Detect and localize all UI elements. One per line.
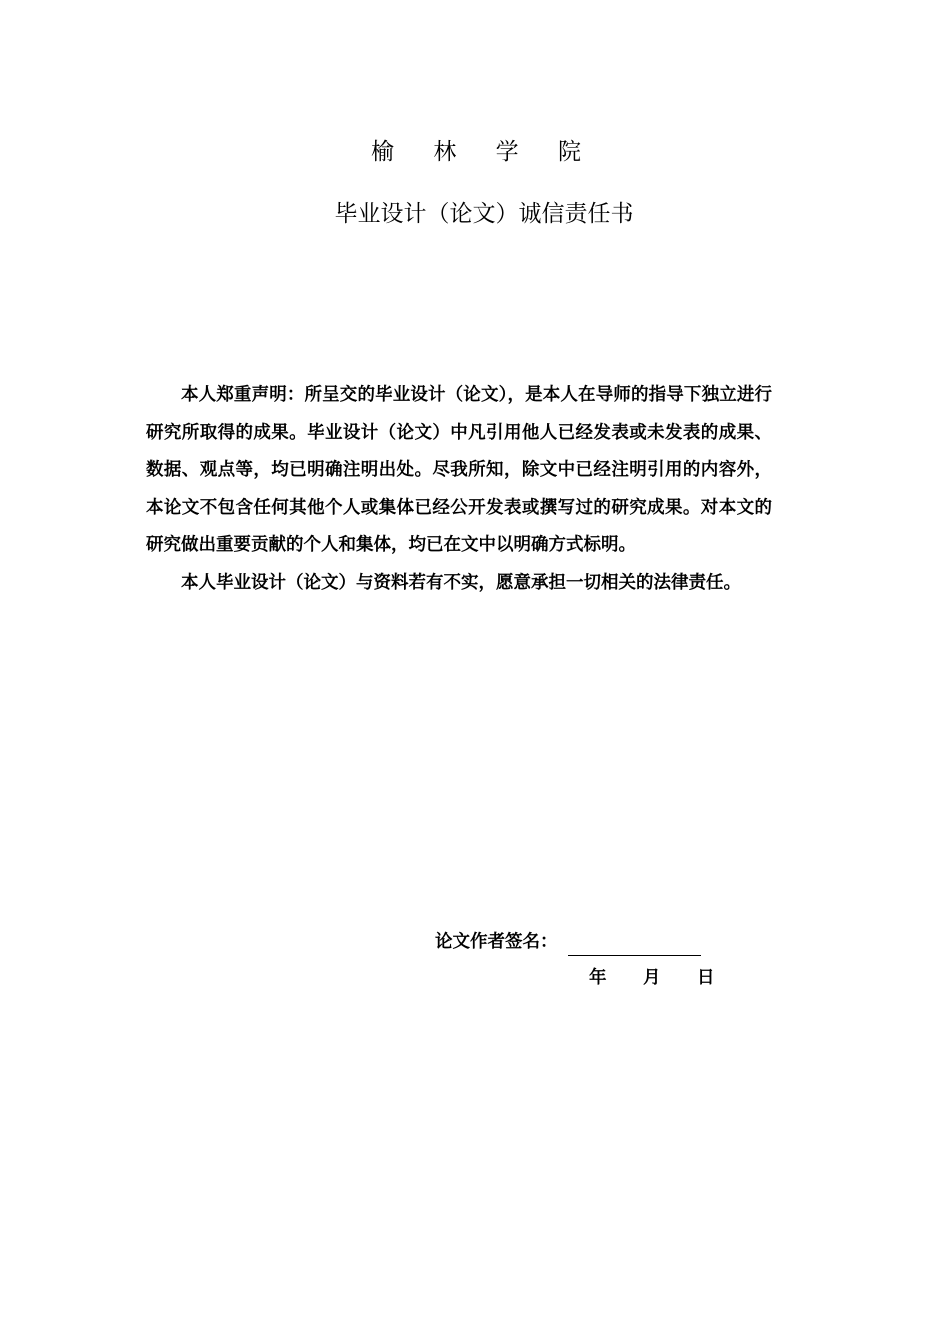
date-row <box>589 964 715 992</box>
signature-row <box>435 928 701 956</box>
declaration-body <box>146 377 772 602</box>
date-day-label: 日 <box>697 968 715 988</box>
date-month-label: 月 <box>643 968 661 988</box>
document-title: 毕业设计（论文）诚信责任书 <box>334 201 634 227</box>
school-name: 榆 林 学 院 <box>371 139 597 165</box>
signature-line <box>568 935 701 956</box>
signature-label: 论文作者签名： <box>435 932 558 952</box>
date-year-label: 年 <box>589 968 607 988</box>
liability-paragraph: 本人毕业设计（论文）与资料若有不实，愿意承担一切相关的法律责任。 <box>181 572 741 593</box>
declaration-paragraph: 本人郑重声明：所呈交的毕业设计（论文），是本人在导师的指导下独立进行研究所取得的成果。毕业设计（论文）中凡引用他人已经发表或未发表的成果、数据、观点等，均已明确注明出处。尽我所知，除文中已经注明引用的内容外，本论文不包含任何其他个人或集体已经公开发表或撰写过的研究成果。对本文的研究做出重要贡献的个人和集体，均已在文中以明确方式标明。 <box>146 385 772 555</box>
